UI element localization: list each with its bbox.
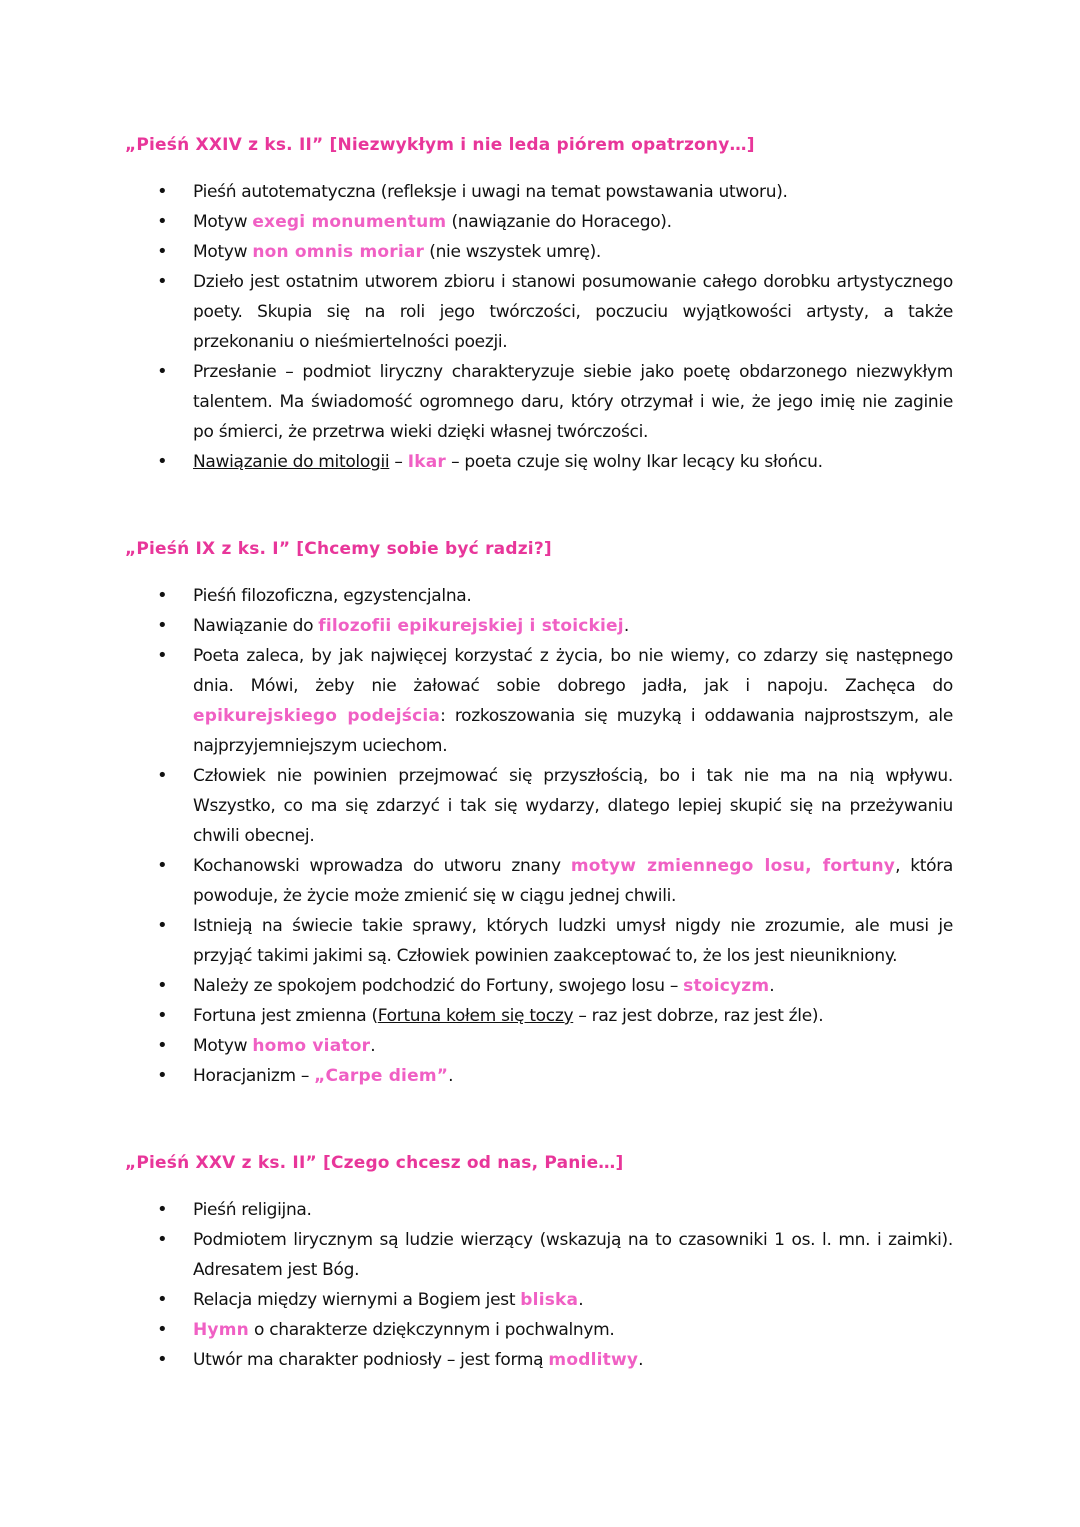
body-text: Przesłanie – podmiot liryczny charakteryzuje siebie jako poetę obdarzonego niezwykłym talentem. Ma świadomość ogromnego daru, który otrzymał i wie, że jego imię nie zaginie po śmierci, że przetrwa wieki dzięki własnej twórczości.	[193, 362, 953, 442]
body-text: Poeta zaleca, by jak najwięcej korzystać z życia, bo nie wiemy, co zdarzy się następnego dnia. Mówi, żeby nie żałować sobie dobrego jadła, jak i napoju. Zachęca do	[193, 646, 953, 696]
highlighted-term: epikurejskiego podejścia	[193, 706, 441, 726]
highlighted-term: exegi monumentum	[252, 212, 447, 232]
body-text: .	[578, 1290, 584, 1310]
list-item	[125, 851, 953, 911]
highlighted-term: non omnis moriar	[252, 242, 425, 262]
bullet-list	[125, 581, 953, 1091]
body-text: (nawiązanie do Horacego).	[446, 212, 672, 232]
body-text: , która powoduje, że życie może zmienić się w ciągu jednej chwili.	[193, 856, 954, 906]
section-heading: „Pieśń IX z ks. I” [Chcemy sobie być radzi?]	[125, 539, 552, 559]
bullet-list	[125, 177, 953, 477]
song-section	[125, 131, 953, 477]
body-text: .	[370, 1036, 376, 1056]
list-item	[125, 611, 953, 641]
list-item	[125, 447, 953, 477]
body-text: – raz jest dobrze, raz jest źle).	[573, 1006, 824, 1026]
highlighted-term: filozofii epikurejskiej i stoickiej	[318, 616, 624, 636]
list-item	[125, 1001, 953, 1031]
list-item	[125, 1315, 953, 1345]
highlighted-term: Hymn	[193, 1320, 249, 1340]
document-page	[125, 131, 953, 1433]
body-text: Motyw	[193, 242, 253, 262]
body-text: – poeta czuje się wolny Ikar lecący ku słońcu.	[446, 452, 823, 472]
body-text: .	[623, 616, 629, 636]
list-item	[125, 641, 953, 761]
bullet-list	[125, 1195, 953, 1375]
list-item	[125, 1345, 953, 1375]
section-heading: „Pieśń XXIV z ks. II” [Niezwykłym i nie leda piórem opatrzony…]	[125, 135, 755, 155]
list-item	[125, 1195, 953, 1225]
body-text: .	[769, 976, 775, 996]
body-text: Kochanowski wprowadza do utworu znany	[193, 856, 571, 876]
highlighted-term: „Carpe diem”	[314, 1066, 449, 1086]
list-item	[125, 1061, 953, 1091]
list-item	[125, 267, 953, 357]
list-item	[125, 1285, 953, 1315]
list-item	[125, 207, 953, 237]
body-text: Nawiązanie do	[193, 616, 319, 636]
body-text: (nie wszystek umrę).	[424, 242, 602, 262]
highlighted-term: Ikar	[407, 452, 447, 472]
body-text: Pieśń autotematyczna (refleksje i uwagi na temat powstawania utworu).	[193, 182, 788, 202]
body-text: Człowiek nie powinien przejmować się przyszłością, bo i tak nie ma na nią wpływu. Wszystko, co ma się zdarzyć i tak się wydarzy, dlatego lepiej skupić się na przeżywaniu chwili obecnej.	[193, 766, 953, 846]
body-text: Należy ze spokojem podchodzić do Fortuny, swojego losu –	[193, 976, 684, 996]
body-text: o charakterze dziękczynnym i pochwalnym.	[248, 1320, 615, 1340]
underlined-text: Fortuna kołem się toczy	[377, 1006, 574, 1026]
list-item	[125, 911, 953, 971]
highlighted-term: modlitwy	[548, 1350, 639, 1370]
highlighted-term: stoicyzm	[683, 976, 770, 996]
body-text: Motyw	[193, 1036, 253, 1056]
body-text: : rozkoszowania się muzyką i oddawania najprostszym, ale najprzyjemniejszym uciechom.	[193, 706, 953, 756]
list-item	[125, 357, 953, 447]
highlighted-term: homo viator	[252, 1036, 371, 1056]
list-item	[125, 237, 953, 267]
body-text: Pieśń filozoficzna, egzystencjalna.	[193, 586, 472, 606]
body-text: Pieśń religijna.	[193, 1200, 312, 1220]
body-text: Podmiotem lirycznym są ludzie wierzący (wskazują na to czasowniki 1 os. l. mn. i zaimki). Adresatem jest Bóg.	[193, 1230, 953, 1280]
list-item	[125, 761, 953, 851]
body-text: Relacja między wiernymi a Bogiem jest	[193, 1290, 521, 1310]
underlined-text: Nawiązanie do mitologii	[193, 452, 390, 472]
body-text: Istnieją na świecie takie sprawy, których ludzki umysł nigdy nie zrozumie, ale musi je przyjąć takimi jakimi są. Człowiek powinien zaakceptować to, że los jest nieunikniony.	[193, 916, 953, 966]
body-text: Utwór ma charakter podniosły – jest formą	[193, 1350, 549, 1370]
body-text: .	[448, 1066, 454, 1086]
list-item	[125, 177, 953, 207]
body-text: Horacjanizm –	[193, 1066, 315, 1086]
body-text: Motyw	[193, 212, 253, 232]
highlighted-term: motyw zmiennego losu, fortuny	[570, 856, 896, 876]
highlighted-term: bliska	[520, 1290, 579, 1310]
body-text: Fortuna jest zmienna (	[193, 1006, 378, 1026]
section-heading: „Pieśń XXV z ks. II” [Czego chcesz od nas, Panie…]	[125, 1153, 624, 1173]
song-section	[125, 535, 953, 1091]
body-text: –	[389, 452, 408, 472]
list-item	[125, 581, 953, 611]
list-item	[125, 971, 953, 1001]
body-text: .	[638, 1350, 644, 1370]
list-item	[125, 1031, 953, 1061]
song-section	[125, 1149, 953, 1375]
list-item	[125, 1225, 953, 1285]
body-text: Dzieło jest ostatnim utworem zbioru i stanowi posumowanie całego dorobku artystycznego poety. Skupia się na roli jego twórczości, poczuciu wyjątkowości artysty, a także przekonaniu o nieśmiertelności poezji.	[193, 272, 953, 352]
